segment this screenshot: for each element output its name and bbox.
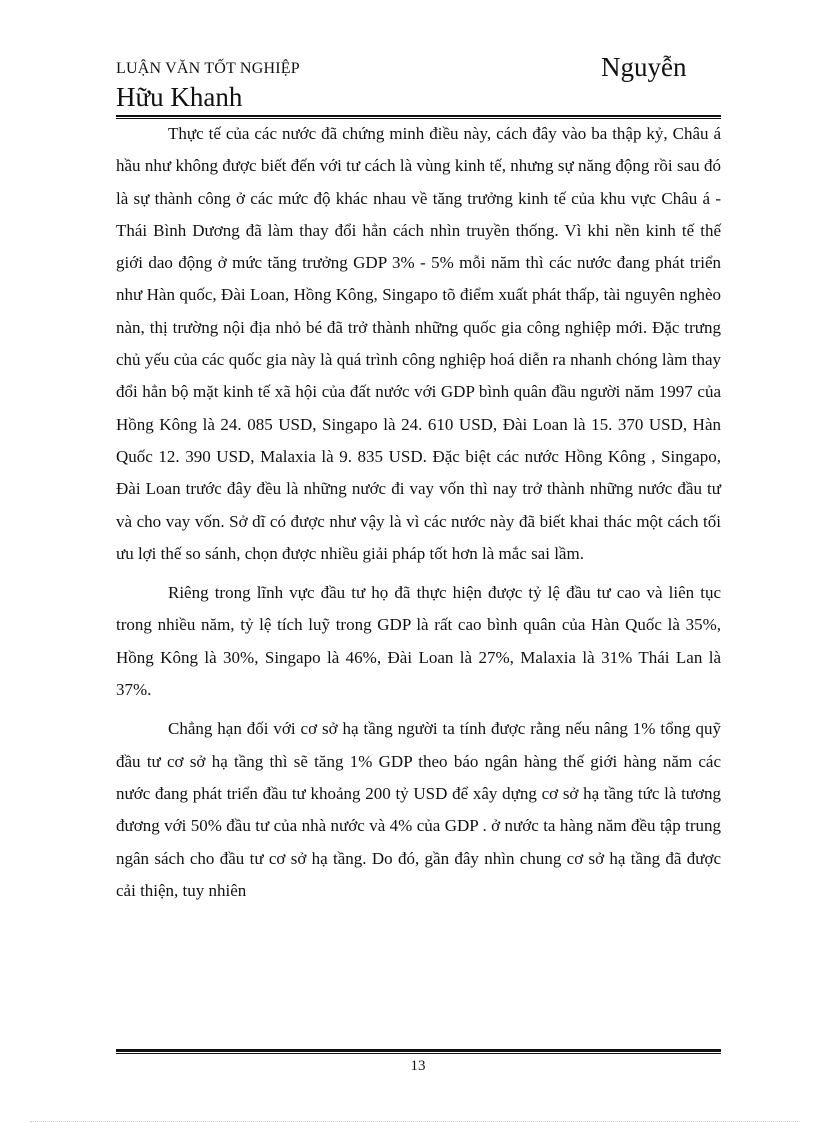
- paragraph-2: Riêng trong lĩnh vực đầu tư họ đã thực hiện được tỷ lệ đầu tư cao và liên tục trong nhiều năm, tỷ lệ tích luỹ trong GDP là rất cao bình quân của Hàn Quốc là 35%, Hồng Kông là 30%, Singapo là 46%, Đài Loan là 27%, Malaxia là 31% Thái Lan là 37%.: [116, 583, 721, 700]
- page-number: 13: [410, 1058, 426, 1074]
- paragraph-1: Thực tế của các nước đã chứng minh điều này, cách đây vào ba thập kỷ, Châu á hầu như không được biết đến với tư cách là vùng kinh tế, nhưng sự năng động rồi sau đó là sự thành công ở các mức độ khác nhau về tăng trưởng kinh tế của khu vực Châu á - Thái Bình Dương đã làm thay đổi hẳn cách nhìn truyền thống. Vì khi nền kinh tế thế giới dao động ở mức tăng trưởng GDP 3% - 5% mỗi năm thì các nước đang phát triển như Hàn quốc, Đài Loan, Hồng Kông, Singapo tõ điểm xuất phát thấp, tài nguyên nghèo nàn, thị trường nội địa nhỏ bé đã trở thành những quốc gia công nghiệp mới. Đặc trưng chủ yếu của các quốc gia này là quá trình công nghiệp hoá diễn ra nhanh chóng làm thay đổi hẳn bộ mặt kinh tế xã hội của đất nước với GDP bình quân đầu người năm 1997 của Hồng Kông là 24. 085 USD, Singapo là 24. 610 USD, Đài Loan là 15. 370 USD, Hàn Quốc 12. 390 USD, Malaxia là 9. 835 USD. Đặc biệt các nước Hồng Kông , Singapo, Đài Loan trước đây đều là những nước đi vay vốn thì nay trở thành những nước đầu tư và cho vay vốn. Sở dĩ có được như vậy là vì các nước này đã biết khai thác một cách tối ưu lợi thế so sánh, chọn được nhiều giải pháp tốt hơn là mắc sai lầm.: [116, 124, 721, 563]
- footer-rule: [116, 1049, 721, 1054]
- body-text: [116, 118, 721, 914]
- header-title: LUẬN VĂN TỐT NGHIỆP: [116, 60, 300, 77]
- paragraph-3: Chẳng hạn đối với cơ sở hạ tầng người ta tính được rằng nếu nâng 1% tổng quỹ đầu tư cơ sở hạ tầng thì sẽ tăng 1% GDP theo báo ngân hàng thế giới hàng năm các nước đang phát triển đầu tư khoảng 200 tỷ USD để xây dựng cơ sở hạ tầng tức là tương đương với 50% đầu tư của nhà nước và 4% của GDP . ở nước ta hàng năm đều tập trung ngân sách cho đầu tư cơ sở hạ tầng. Do đó, gần đây nhìn chung cơ sở hạ tầng đã được cải thiện, tuy nhiên: [116, 719, 721, 900]
- header-author-first: Nguyễn: [601, 52, 687, 82]
- page-edge-divider: [30, 1121, 800, 1122]
- header-author-second: Hữu Khanh: [116, 82, 243, 112]
